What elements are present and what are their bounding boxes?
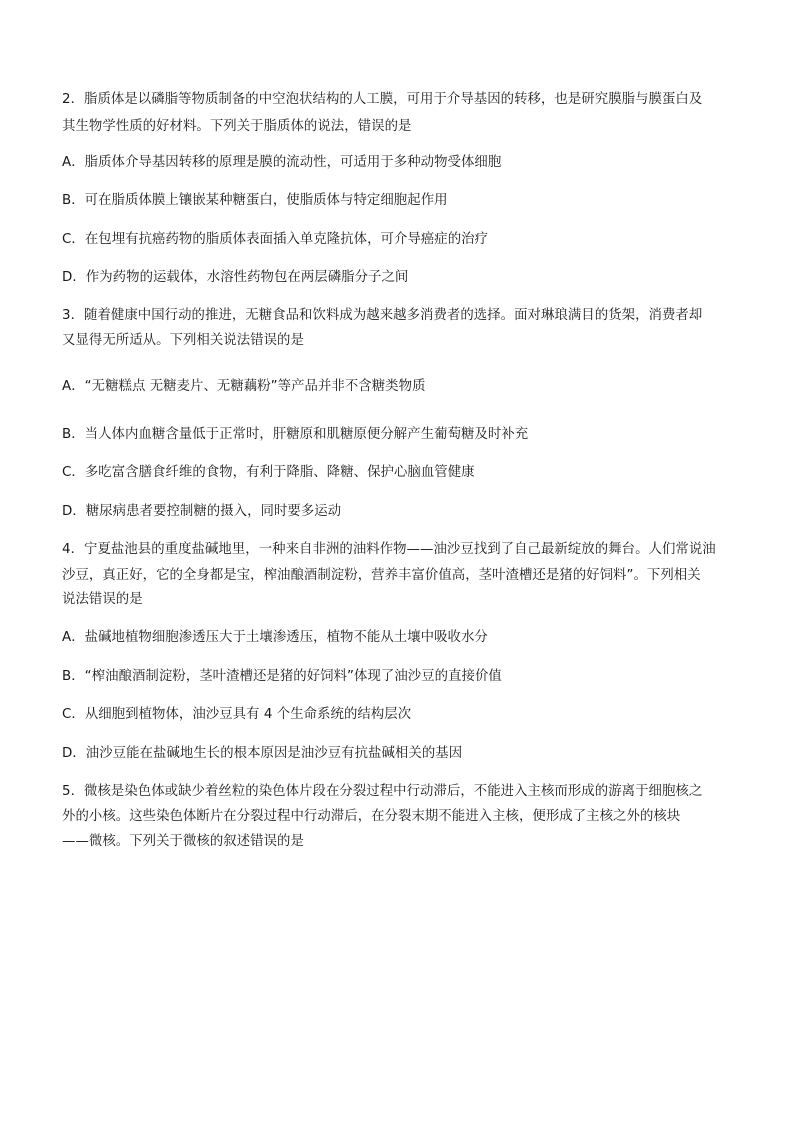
question-5-stem-line-3: ——微核。下列关于微核的叙述错误的是	[62, 834, 304, 849]
question-2-option-c: C．在包埋有抗癌药物的脂质体表面插入单克隆抗体，可介导癌症的治疗	[62, 232, 489, 247]
question-3-stem-line-2: 又显得无所适从。下列相关说法错误的是	[62, 333, 304, 348]
question-4-option-c: C．从细胞到植物体，油沙豆具有 4 个生命系统的结构层次	[62, 707, 412, 722]
question-5-stem-line-2: 外的小核。这些染色体断片在分裂过程中行动滞后，在分裂末期不能进入主核，便形成了主核之外的核块	[62, 809, 681, 824]
question-4-option-d: D．油沙豆能在盐碱地生长的根本原因是油沙豆有抗盐碱相关的基因	[62, 746, 463, 761]
question-4-stem-line-3: 说法错误的是	[62, 592, 143, 607]
question-4-option-b: B．“榨油酿酒制淀粉，茎叶渣槽还是猪的好饲料”体现了油沙豆的直接价值	[62, 669, 502, 684]
question-3-option-c: C．多吃富含膳食纤维的食物，有利于降脂、降糖、保护心脑血管健康	[62, 465, 475, 480]
question-3-option-a: A．“无糖糕点 无糖麦片、无糖藕粉”等产品并非不含糖类物质	[62, 379, 426, 394]
question-4-stem-line-2: 沙豆，真正好，它的全身都是宝，榨油酿酒制淀粉，营养丰富价值高，茎叶渣槽还是猪的好饲料”。下列相关	[62, 568, 701, 583]
question-3-stem-line-1: 3．随着健康中国行动的推进，无糖食品和饮料成为越来越多消费者的选择。面对琳琅满目的货架，消费者却	[62, 308, 703, 323]
question-4-option-a: A．盐碱地植物细胞渗透压大于土壤渗透压，植物不能从土壤中吸收水分	[62, 630, 488, 645]
question-2-option-b: B．可在脂质体膜上镶嵌某种糖蛋白，使脂质体与特定细胞起作用	[62, 193, 448, 208]
question-3-option-d: D．糖尿病患者要控制糖的摄入，同时要多运动	[62, 504, 342, 519]
question-4-stem-line-1: 4．宁夏盐池县的重度盐碱地里，一种来自非洲的油料作物——油沙豆找到了自己最新绽放的舞台。人们常说油	[62, 542, 716, 557]
question-2-stem-line-1: 2．脂质体是以磷脂等物质制备的中空泡状结构的人工膜，可用于介导基因的转移，也是研究膜脂与膜蛋白及	[62, 92, 703, 107]
question-3-option-b: B．当人体内血糖含量低于正常时，肝糖原和肌糖原便分解产生葡萄糖及时补充	[62, 427, 529, 442]
question-2-stem-line-2: 其生物学性质的好材料。下列关于脂质体的说法，错误的是	[62, 119, 412, 134]
question-2-option-a: A．脂质体介导基因转移的原理是膜的流动性，可适用于多种动物受体细胞	[62, 155, 502, 170]
question-2-option-d: D．作为药物的运载体，水溶性药物包在两层磷脂分子之间	[62, 270, 409, 285]
question-5-stem-line-1: 5．微核是染色体或缺少着丝粒的染色体片段在分裂过程中行动滞后，不能进入主核而形成的游离于细胞核之	[62, 784, 703, 799]
